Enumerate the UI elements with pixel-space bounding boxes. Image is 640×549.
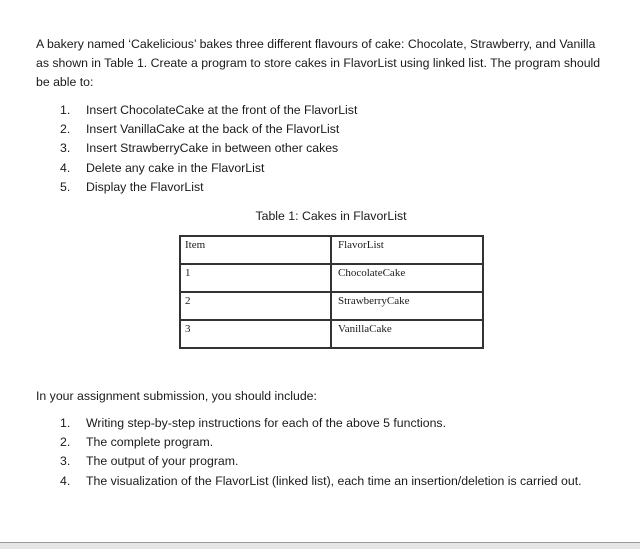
list-item [60,178,357,197]
table-header-row [180,236,483,264]
list-number: 2. [60,435,71,450]
list-item [60,101,357,120]
intro-paragraph: A bakery named ‘Cakelicious’ bakes three different flavours of cake: Chocolate, Strawberry, and Vanilla as shown in Table 1. Create a program to store cakes in FlavorList using linked list. The program should be able to: [36,37,601,89]
list-number: 3. [60,141,71,156]
list-number: 4. [60,473,71,488]
list-text: Writing step-by-step instructions for each of the above 5 functions. [86,416,446,430]
table-cell-item: 2 [180,292,331,320]
table-row [180,320,483,348]
list-text: Insert StrawberryCake in between other cakes [86,141,339,156]
list-text: Display the FlavorList [86,179,204,194]
cakes-table [179,235,484,349]
submission-heading: In your assignment submission, you should include: [36,389,317,403]
table-row [180,264,483,292]
list-text: The complete program. [86,435,214,450]
list-number: 2. [60,122,71,137]
list-item [60,414,582,433]
list-number: 1. [60,416,71,430]
list-item [60,120,357,139]
table-cell-item: 1 [180,264,331,292]
list-text: The output of your program. [86,454,239,469]
submission-list [60,414,582,491]
list-text: Delete any cake in the FlavorList [86,160,265,175]
table-header-flavorlist: FlavorList [331,236,483,264]
table-cell-flavor: VanillaCake [331,320,483,348]
list-item [60,472,582,491]
list-text: Insert ChocolateCake at the front of the FlavorList [86,103,358,117]
list-item [60,452,582,471]
table-row [180,292,483,320]
list-number: 5. [60,179,71,194]
table-cell-item: 3 [180,320,331,348]
list-item [60,433,582,452]
list-item [60,159,357,178]
list-number: 3. [60,454,71,469]
table-header-item: Item [180,236,331,264]
requirements-list [60,101,357,197]
list-text: The visualization of the FlavorList (linked list), each time an insertion/deletion is carried out. [86,473,582,488]
table-cell-flavor: StrawberryCake [331,292,483,320]
list-number: 1. [60,103,71,117]
list-item [60,139,357,158]
table-cell-flavor: ChocolateCake [331,264,483,292]
list-text: Insert VanillaCake at the back of the FlavorList [86,122,340,137]
table-caption: Table 1: Cakes in FlavorList [255,209,407,223]
list-number: 4. [60,160,71,175]
